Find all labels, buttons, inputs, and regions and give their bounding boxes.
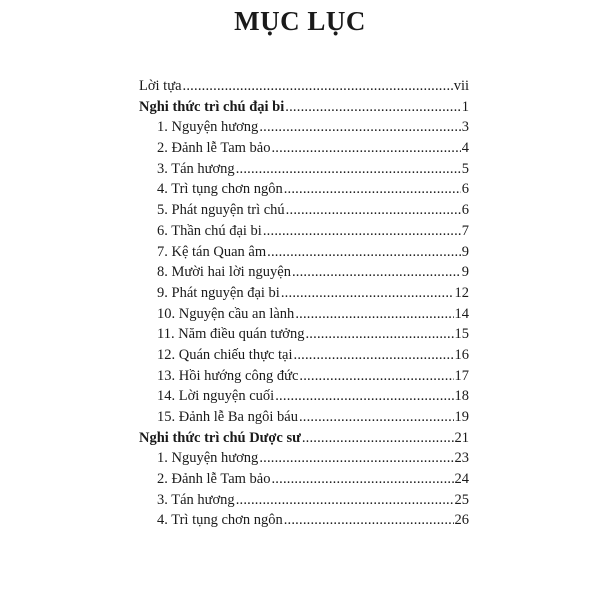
toc-page-number: 19 (454, 409, 469, 425)
toc-entry-label: 14. Lời nguyện cuối (157, 388, 275, 405)
toc-entry-label: 15. Đảnh lễ Ba ngôi báu (157, 409, 298, 425)
toc-dot-leader (294, 345, 454, 366)
toc-page-number: 6 (461, 181, 469, 198)
toc-entry-label: Nghi thức trì chú Dược sư (139, 429, 301, 446)
toc-entry-label: 10. Nguyện cầu an lành (157, 305, 295, 322)
toc-dot-leader (236, 159, 461, 180)
toc-page-number: 4 (461, 140, 469, 157)
toc-page-number: 25 (454, 491, 469, 508)
toc-entry-label: 4. Trì tụng chơn ngôn (157, 181, 283, 198)
toc-dot-leader (295, 304, 453, 325)
toc-page-number: 5 (461, 160, 469, 177)
toc-dot-leader (236, 490, 454, 511)
toc-page-number: 24 (454, 471, 469, 488)
toc-dot-leader (285, 97, 460, 118)
toc-dot-leader (299, 407, 454, 428)
toc-entry-label: 12. Quán chiếu thực tại (157, 346, 293, 363)
toc-dot-leader (275, 386, 453, 407)
toc-page-number: 16 (454, 346, 469, 363)
toc-page-number: 26 (454, 512, 469, 529)
toc-dot-leader (259, 117, 460, 138)
toc-entry-row (139, 324, 469, 345)
toc-page-number: 9 (461, 243, 469, 260)
toc-dot-leader (263, 221, 461, 242)
toc-entry-row (139, 200, 469, 221)
toc-dot-leader (284, 510, 454, 531)
toc-page-number: 12 (454, 284, 469, 301)
table-of-contents (139, 76, 469, 531)
toc-entry-row (139, 262, 469, 283)
toc-page-number: 9 (461, 264, 469, 281)
toc-dot-leader (281, 283, 454, 304)
toc-page-number: 23 (454, 450, 469, 467)
toc-entry-row (139, 490, 469, 511)
toc-entry-label: 8. Mười hai lời nguyện (157, 264, 291, 281)
toc-dot-leader (284, 179, 461, 200)
toc-section-row (139, 97, 469, 118)
toc-dot-leader (271, 138, 460, 159)
toc-dot-leader (299, 366, 453, 387)
toc-page-number: 15 (454, 326, 469, 343)
toc-dot-leader (271, 469, 453, 490)
toc-entry-row (139, 283, 469, 304)
toc-entry-row (139, 76, 469, 97)
toc-entry-row (139, 407, 469, 428)
toc-entry-label: 7. Kệ tán Quan âm (157, 243, 267, 260)
toc-entry-row (139, 221, 469, 242)
toc-dot-leader (292, 262, 461, 283)
toc-entry-label: 4. Trì tụng chơn ngôn (157, 512, 283, 529)
page-title: MỤC LỤC (234, 6, 366, 36)
toc-dot-leader (286, 200, 461, 221)
toc-entry-row (139, 138, 469, 159)
toc-entry-row (139, 448, 469, 469)
toc-entry-label: 3. Tán hương (157, 491, 235, 508)
toc-dot-leader (302, 428, 454, 449)
toc-entry-label: 1. Nguyện hương (157, 119, 259, 136)
toc-dot-leader (267, 242, 461, 263)
toc-entry-row (139, 179, 469, 200)
toc-page-number: 17 (454, 367, 469, 384)
toc-entry-row (139, 510, 469, 531)
toc-entry-label: 9. Phát nguyện đại bi (157, 284, 280, 301)
toc-entry-label: 11. Năm điều quán tưởng (157, 326, 305, 343)
toc-page-number: vii (453, 78, 469, 94)
toc-entry-row (139, 386, 469, 407)
toc-section-row (139, 428, 469, 449)
toc-entry-label: Nghi thức trì chú đại bi (139, 98, 285, 115)
toc-page-number: 18 (454, 388, 469, 405)
toc-entry-row (139, 469, 469, 490)
toc-entry-label: 5. Phát nguyện trì chú (157, 202, 285, 219)
toc-entry-label: Lời tựa (139, 78, 182, 94)
toc-entry-label: 1. Nguyện hương (157, 450, 259, 467)
toc-page-number: 21 (454, 429, 469, 446)
toc-entry-row (139, 366, 469, 387)
toc-entry-row (139, 159, 469, 180)
toc-entry-row (139, 304, 469, 325)
toc-dot-leader (305, 324, 453, 345)
toc-entry-label: 6. Thần chú đại bi (157, 222, 262, 239)
toc-page-number: 14 (454, 305, 469, 322)
toc-entry-row (139, 345, 469, 366)
toc-page-number: 6 (461, 202, 469, 219)
toc-entry-row (139, 117, 469, 138)
toc-entry-row (139, 242, 469, 263)
toc-entry-label: 2. Đảnh lễ Tam bảo (157, 140, 271, 157)
toc-entry-label: 3. Tán hương (157, 160, 235, 177)
toc-dot-leader (183, 76, 453, 97)
toc-page-number: 1 (461, 98, 469, 115)
toc-entry-label: 2. Đảnh lễ Tam bảo (157, 471, 271, 488)
toc-page-number: 3 (461, 119, 469, 136)
toc-dot-leader (259, 448, 453, 469)
toc-entry-label: 13. Hồi hướng công đức (157, 367, 299, 384)
toc-page-number: 7 (461, 222, 469, 239)
